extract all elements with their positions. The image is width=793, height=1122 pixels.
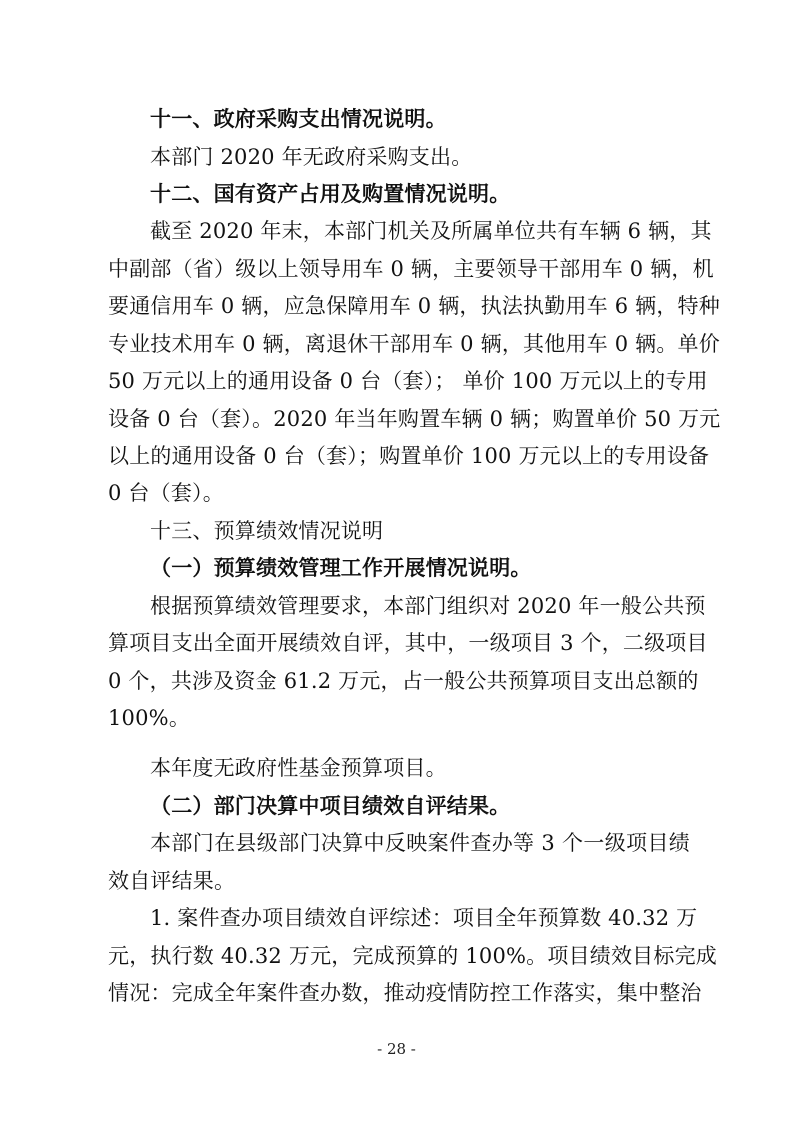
- subsection-heading-2: （二）部门决算中项目绩效自评结果。: [150, 793, 511, 818]
- paragraph-line: 设备 0 台（套）。2020 年当年购置车辆 0 辆；购置单价 50 万元: [108, 407, 721, 431]
- paragraph-line: 中副部（省）级以上领导用车 0 辆，主要领导干部用车 0 辆，机: [108, 257, 714, 281]
- paragraph-line: 1. 案件查办项目绩效自评综述：项目全年预算数 40.32 万: [150, 906, 698, 930]
- section-heading-13: 十三、预算绩效情况说明: [150, 519, 384, 543]
- paragraph-line: 0 台（套）。: [108, 481, 224, 505]
- paragraph-line: 本年度无政府性基金预算项目。: [150, 756, 447, 780]
- paragraph-line: 0 个，共涉及资金 61.2 万元，占一般公共预算项目支出总额的: [108, 669, 699, 693]
- paragraph-line: 100%。: [108, 706, 191, 730]
- paragraph-line: 以上的通用设备 0 台（套）；购置单价 100 万元以上的专用设备: [108, 444, 710, 468]
- paragraph-line: 情况：完成全年案件查办数，推动疫情防控工作落实，集中整治: [108, 981, 702, 1005]
- section-heading-11: 十一、政府采购支出情况说明。: [150, 107, 447, 131]
- paragraph-line: 50 万元以上的通用设备 0 台（套）； 单价 100 万元以上的专用: [108, 369, 708, 393]
- paragraph-line: 元，执行数 40.32 万元，完成预算的 100%。项目绩效目标完成: [108, 944, 717, 968]
- paragraph-line: 效自评结果。: [108, 869, 236, 893]
- paragraph-line: 算项目支出全面开展绩效自评，其中，一级项目 3 个，二级项目: [108, 631, 708, 655]
- subsection-heading-1: （一）预算绩效管理工作开展情况说明。: [150, 555, 532, 580]
- paragraph-line: 要通信用车 0 辆，应急保障用车 0 辆，执法执勤用车 6 辆，特种: [108, 294, 720, 318]
- section-heading-12: 十二、国有资产占用及购置情况说明。: [150, 182, 511, 206]
- paragraph-line: 本部门 2020 年无政府采购支出。: [150, 145, 473, 169]
- paragraph-line: 根据预算绩效管理要求，本部门组织对 2020 年一般公共预: [150, 594, 706, 618]
- paragraph-line: 截至 2020 年末，本部门机关及所属单位共有车辆 6 辆，其: [150, 219, 712, 243]
- paragraph-line: 本部门在县级部门决算中反映案件查办等 3 个一级项目绩: [150, 831, 690, 855]
- page-number: - 28 -: [377, 1040, 416, 1058]
- paragraph-line: 专业技术用车 0 辆，离退休干部用车 0 辆，其他用车 0 辆。单价: [108, 332, 720, 356]
